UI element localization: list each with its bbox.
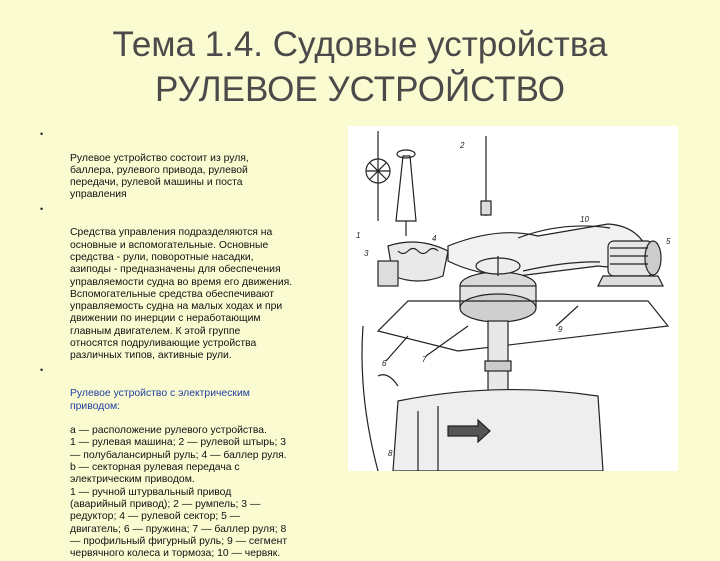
bullet-list xyxy=(40,128,345,561)
diagram-label: 2 xyxy=(460,141,465,150)
diagram-label: 7 xyxy=(422,355,427,364)
title-line-1: Тема 1.4. Судовые устройства xyxy=(112,25,608,64)
bullet-item-control-means xyxy=(40,203,345,363)
bullet-marker: • xyxy=(40,364,44,375)
bullet-text: Средства управления подразделяются на основные и вспомогательные. Основные средства - рули, поворотные насадки, азиподы - предназначены для обеспечения управляемости судна во время его движения. Вспомогательные средства обеспечивают управляемость судна на малых ходах и при движении по инерции с неработающим главным двигателем. К этой группе относятся подруливающие устройства различных типов, активные рули. xyxy=(70,227,293,362)
diagram-label: 4 xyxy=(432,234,437,243)
steering-gear-diagram xyxy=(348,126,678,471)
slide-title xyxy=(0,22,720,112)
diagram-label: 6 xyxy=(382,359,387,368)
title-line-2: РУЛЕВОЕ УСТРОЙСТВО xyxy=(154,70,566,109)
diagram-label: 3 xyxy=(364,249,369,258)
bullet-text: а — расположение рулевого устройства. 1 — рулевая машина; 2 — рулевой штырь; 3 — полубалансирный руль; 4 — баллер руля. b — секторная рулевая передача с электрическим приводом. 1 — ручной штурвальный привод (аварийный привод); 2 — румпель; 3 — редуктор; 4 — рулевой сектор; 5 — двигатель; 6 — пружина; 7 — баллер руля; 8 — профильный фигурный руль; 9 — сегмент червячного колеса и тормоза; 10 — червяк. xyxy=(70,425,288,560)
rudder-blade-icon xyxy=(393,390,603,471)
diagram-label: 8 xyxy=(388,449,393,458)
bullet-marker: • xyxy=(40,129,44,139)
bullet-marker: • xyxy=(40,203,44,214)
diagram-label: 10 xyxy=(580,215,589,224)
diagram-label: 1 xyxy=(356,231,361,240)
bullet-item-composition xyxy=(40,128,345,202)
bullet-text: Рулевое устройство состоит из руля, баллера, рулевого привода, рулевой передачи, рулевой машины и поста управления xyxy=(70,152,249,201)
diagram-label: 9 xyxy=(558,325,563,334)
motor-icon xyxy=(598,241,663,286)
bullet-item-electric-drive xyxy=(40,364,345,561)
diagram-label: 5 xyxy=(666,237,671,246)
bullet-heading: Рулевое устройство с электрическим приводом: xyxy=(70,388,250,412)
